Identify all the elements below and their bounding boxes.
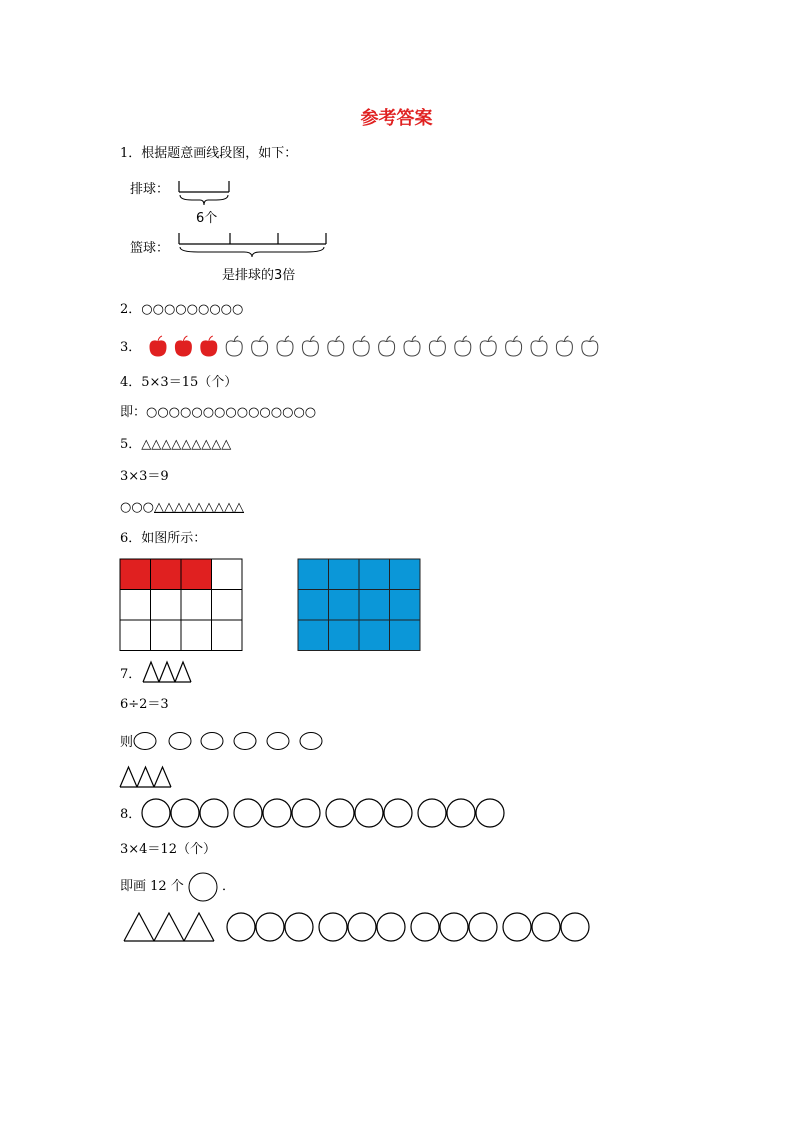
volleyball-note: 6个 bbox=[196, 211, 218, 226]
q3-label: 3． bbox=[120, 340, 142, 355]
circle-icon bbox=[319, 913, 347, 941]
q4-line2: 即：○○○○○○○○○○○○○○○ bbox=[120, 405, 317, 420]
q7-line2: 6÷2＝3 bbox=[120, 697, 169, 712]
q7-line3-label: 则 bbox=[120, 735, 134, 750]
basketball-label: 篮球： bbox=[130, 241, 170, 256]
circle-icon bbox=[469, 913, 497, 941]
page-title: 参考答案 bbox=[360, 108, 433, 129]
circle-icon bbox=[348, 913, 376, 941]
q6-text: 6．如图所示： bbox=[120, 531, 207, 546]
q8-line3-prefix: 即画 12 个 bbox=[120, 879, 184, 894]
circle-icon bbox=[227, 913, 255, 941]
q8-line3-suffix: ． bbox=[222, 879, 236, 894]
q7-label: 7． bbox=[120, 667, 142, 682]
circle-icon bbox=[561, 913, 589, 941]
q8-label: 8． bbox=[120, 807, 142, 822]
circle-icon bbox=[285, 913, 313, 941]
circle-icon bbox=[503, 913, 531, 941]
q2-text: 2．○○○○○○○○○ bbox=[120, 302, 244, 317]
triangle-icon bbox=[124, 913, 154, 941]
basketball-note: 是排球的3倍 bbox=[222, 268, 296, 283]
q5-line1: 5．△△△△△△△△△ bbox=[120, 437, 232, 452]
circle-icon bbox=[377, 913, 405, 941]
q8-line2: 3×4＝12（个） bbox=[120, 842, 216, 857]
q4-line1: 4．5×3＝15（个） bbox=[120, 375, 238, 390]
q1-text: 1．根据题意画线段图，如下： bbox=[120, 146, 298, 161]
triangle-icon bbox=[184, 913, 214, 941]
circle-icon bbox=[440, 913, 468, 941]
circle-icon bbox=[532, 913, 560, 941]
triangle-icon bbox=[154, 913, 184, 941]
q5-line3-triangles: △△△△△△△△△ bbox=[154, 500, 245, 515]
q5-line3-circles: ○○○ bbox=[120, 500, 155, 515]
circle-icon bbox=[411, 913, 439, 941]
q5-line2: 3×3＝9 bbox=[120, 469, 169, 484]
circle-icon bbox=[256, 913, 284, 941]
volleyball-label: 排球： bbox=[130, 182, 170, 197]
